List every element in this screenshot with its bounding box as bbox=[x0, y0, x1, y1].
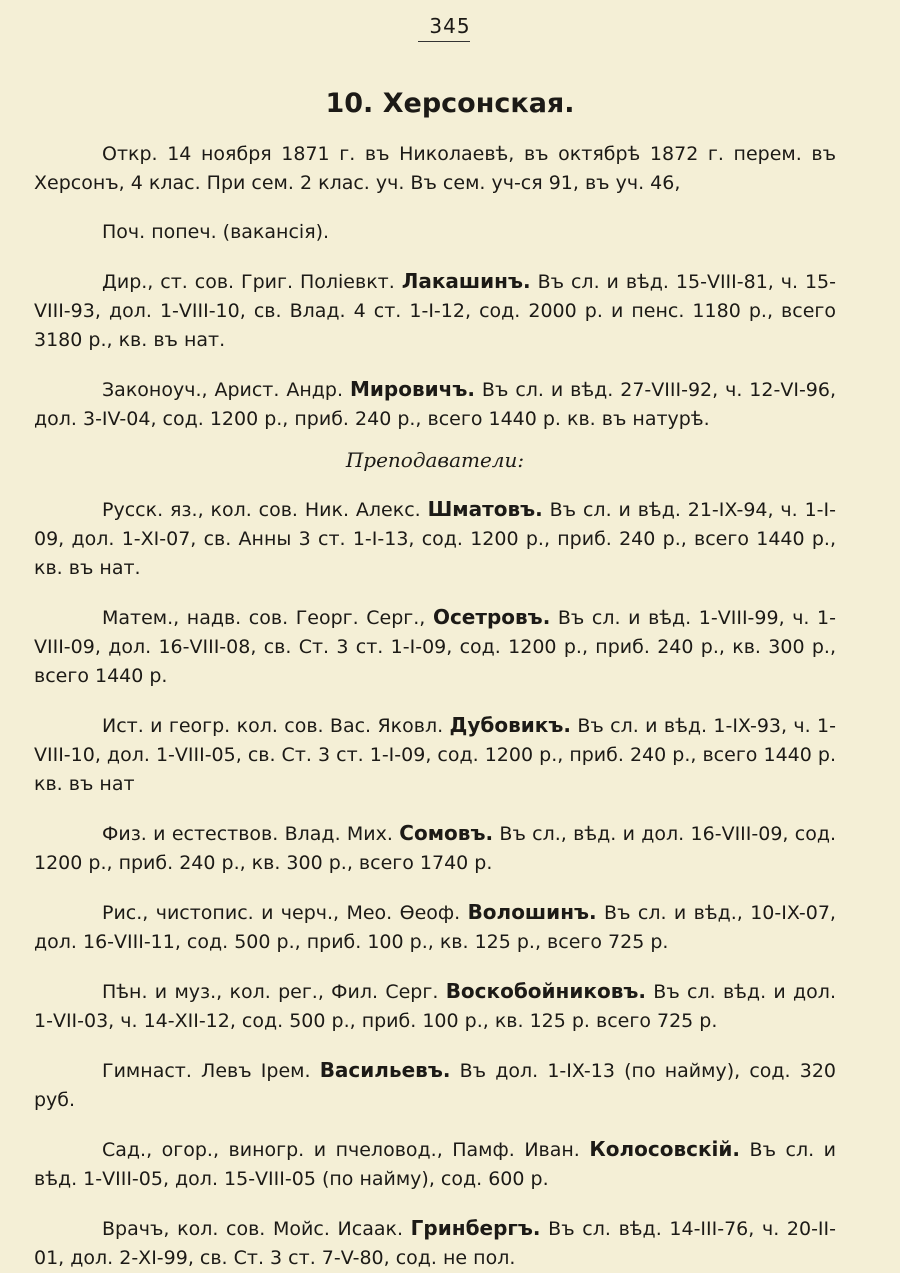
entry-prefix: Рис., чистопис. и черч., Мео. Өеоф. bbox=[102, 902, 461, 924]
section-title: 10. Херсонская. bbox=[325, 88, 575, 119]
entry-math-teacher bbox=[34, 603, 836, 691]
entry-surname: Мировичъ. bbox=[349, 377, 475, 401]
entry-text: Поч. попеч. (вакансія). bbox=[102, 221, 330, 243]
document-body bbox=[34, 140, 836, 1273]
entry-drawing-teacher bbox=[34, 898, 836, 957]
entry-prefix: Дир., ст. сов. Григ. Поліевкт. bbox=[102, 271, 395, 293]
entry-surname: Шматовъ. bbox=[427, 497, 543, 521]
page-number-rule bbox=[418, 41, 470, 42]
entry-prefix: Физ. и естествов. Влад. Мих. bbox=[102, 823, 393, 845]
entry-religion-teacher bbox=[34, 375, 836, 434]
entry-details: Въ сл. и вѣд. 1-VIII-05, дол. 15-VIII-05 (по найму), сод. 600 р. bbox=[34, 1139, 837, 1190]
entry-opening bbox=[34, 140, 836, 198]
entry-details: Въ сл. вѣд. 14-III-76, ч. 20-II-01, дол. 2-XI-99, св. Ст. 3 ст. 7-V-80, сод. не пол. bbox=[34, 1218, 836, 1269]
entry-physics-teacher bbox=[34, 819, 836, 878]
entry-prefix: Пѣн. и муз., кол. рег., Фил. Серг. bbox=[102, 981, 439, 1003]
entry-surname: Лакашинъ. bbox=[401, 269, 531, 293]
entry-surname: Васильевъ. bbox=[319, 1058, 451, 1082]
entry-prefix: Сад., огор., виногр. и пчеловод., Памф. Иван. bbox=[102, 1139, 580, 1161]
entry-prefix: Ист. и геогр. кол. сов. Вас. Яковл. bbox=[102, 715, 444, 737]
entry-gardening-teacher bbox=[34, 1135, 836, 1194]
heading-text: Преподаватели: bbox=[345, 448, 525, 472]
entry-music-teacher bbox=[34, 977, 836, 1036]
entry-details: Въ сл. и вѣд. 1-VIII-99, ч. 1-VIII-09, дол. 16-VIII-08, св. Ст. 3 ст. 1-I-09, сод. 1200 р., приб. 240 р., кв. 300 р., всего 1440 р. bbox=[34, 607, 836, 687]
entry-surname: Колосовскій. bbox=[589, 1137, 740, 1161]
entry-surname: Сомовъ. bbox=[399, 821, 494, 845]
entry-details: Въ сл. вѣд. и дол. 1-VII-03, ч. 14-XII-12, сод. 500 р., приб. 100 р., кв. 125 р. всего 725 р. bbox=[34, 981, 836, 1032]
entry-prefix: Законоуч., Арист. Андр. bbox=[102, 379, 344, 401]
entry-details: Въ сл. и вѣд. 1-IX-93, ч. 1-VIII-10, дол. 1-VIII-05, св. Ст. 3 ст. 1-I-09, сод. 1200 р., приб. 240 р., всего 1440 р. кв. въ нат bbox=[34, 715, 837, 795]
entry-details: Въ сл., вѣд. и дол. 16-VIII-09, сод. 1200 р., приб. 240 р., кв. 300 р., всего 1740 р. bbox=[34, 823, 837, 874]
entry-details: Въ дол. 1-IX-13 (по найму), сод. 320 руб. bbox=[34, 1060, 836, 1111]
entry-prefix: Врачъ, кол. сов. Мойс. Исаак. bbox=[102, 1218, 403, 1240]
entry-russian-teacher bbox=[34, 495, 836, 583]
entry-prefix: Матем., надв. сов. Георг. Серг., bbox=[102, 607, 426, 629]
entry-prefix: Русск. яз., кол. сов. Ник. Алекс. bbox=[102, 499, 421, 521]
entry-surname: Осетровъ. bbox=[432, 605, 551, 629]
page-number: 345 bbox=[429, 14, 471, 38]
entry-surname: Воскобойниковъ. bbox=[445, 979, 646, 1003]
entry-honorary-trustee bbox=[34, 218, 836, 247]
entry-director bbox=[34, 267, 836, 355]
entry-prefix: Гимнаст. Левъ Ірем. bbox=[102, 1060, 311, 1082]
entry-details: Въ сл. и вѣд., 10-IX-07, дол. 16-VIII-11, сод. 500 р., приб. 100 р., кв. 125 р., всего 725 р. bbox=[34, 902, 836, 953]
entry-details: Въ сл. и вѣд. 27-VIII-92, ч. 12-VI-96, дол. 3-IV-04, сод. 1200 р., приб. 240 р., всего 1440 р. кв. въ натурѣ. bbox=[34, 379, 837, 430]
entry-surname: Волошинъ. bbox=[467, 900, 597, 924]
entry-history-teacher bbox=[34, 711, 836, 799]
entry-text: Откр. 14 ноября 1871 г. въ Николаевѣ, въ октябрѣ 1872 г. перем. въ Херсонъ, 4 клас. При сем. 2 клас. уч. Въ сем. уч-ся 91, въ уч. 46, bbox=[34, 143, 836, 194]
entry-gymnastics-teacher bbox=[34, 1056, 836, 1115]
entry-details: Въ сл. и вѣд. 15-VIII-81, ч. 15-VIII-93, дол. 1-VIII-10, св. Влад. 4 ст. 1-I-12, сод. 2000 р. и пенс. 1180 р., всего 3180 р., кв. въ нат. bbox=[34, 271, 837, 351]
entry-surname: Дубовикъ. bbox=[449, 713, 571, 737]
entry-details: Въ сл. и вѣд. 21-IX-94, ч. 1-I-09, дол. 1-XI-07, св. Анны 3 ст. 1-I-13, сод. 1200 р., приб. 240 р., всего 1440 р., кв. въ нат. bbox=[34, 499, 836, 579]
entry-doctor bbox=[34, 1214, 836, 1273]
teachers-heading bbox=[34, 446, 836, 475]
entry-surname: Гринбергъ. bbox=[410, 1216, 541, 1240]
